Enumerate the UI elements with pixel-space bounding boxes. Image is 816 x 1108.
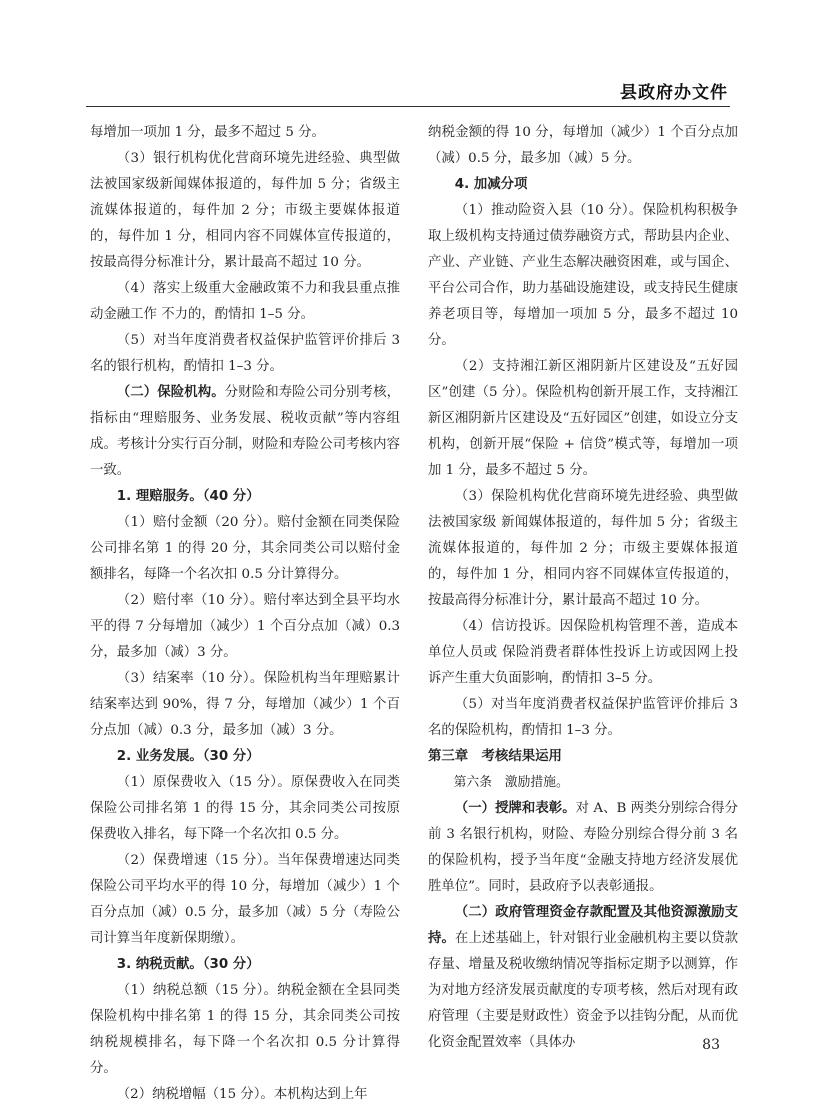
paragraph: （3）结案率（10 分）。保险机构当年理赔累计结案率达到 90%，得 7 分，每增加（减少）1 个百分点加（减）0.3 分，最多加（减）3 分。 [90, 671, 400, 738]
paragraph: （4）落实上级重大金融政策不力和我县重点推动金融工作 不力的，酌情扣 1–5 分。 [90, 281, 400, 322]
paragraph: （2）赔付率（10 分）。赔付率达到全县平均水平的得 7 分每增加（减少）1 个百分点加（减）0.3 分，最多加（减）3 分。 [90, 593, 400, 660]
right-column [428, 120, 738, 1056]
paragraph: （1）原保费收入（15 分）。原保费收入在同类保险公司排名第 1 的得 15 分，其余同类公司按原保费收入排名，每下降一个名次扣 0.5 分。 [90, 775, 400, 842]
paragraph [428, 796, 738, 900]
paragraph: （5）对当年度消费者权益保护监管评价排后 3 名的保险机构，酌情扣 1–3 分。 [428, 697, 738, 738]
paragraph [90, 380, 400, 484]
subsection-heading: 4. 加减分项 [454, 177, 528, 192]
paragraph: 每增加一项加 1 分，最多不超过 5 分。 [90, 125, 325, 140]
paragraph: （2）保费增速（15 分）。当年保费增速达同类保险公司平均水平的得 10 分，每增加（减少）1 个百分点加（减）0.5 分，最多加（减）5 分（寿险公司计算当年度新保期缴）。 [90, 853, 400, 946]
section-heading: （一）授牌和表彰。 [454, 801, 576, 816]
paragraph: （3）保险机构优化营商环境先进经验、典型做法被国家级 新闻媒体报道的，每件加 5 分；省级主流媒体报道的，每件加 2 分；市级主要媒体报道的，每件加 1 分，相同内容不同媒体宣传报道的，按最高得分标准计分，累计最高不超过 10 分。 [428, 489, 738, 608]
paragraph-text: 对 A、B 两类分别综合得分前 3 名银行机构，财险、寿险分别综合得分前 3 名的保险机构，授予当年度“金融支持地方经济发展优胜单位”。同时，县政府予以表彰通报。 [428, 801, 738, 894]
paragraph: （1）推动险资入县（10 分）。保险机构积极争取上级机构支持通过债券融资方式，帮助县内企业、产业、产业链、产业生态解决融资困难，或与国企、平台公司合作，助力基础设施建设，或支持民生健康养老项目等，每增加一项加 5 分，最多不超过 10 分。 [428, 203, 738, 348]
article-heading: 第六条 激励措施。 [453, 775, 569, 790]
paragraph-text: 分财险和寿险公司分别考核，指标由“理赔服务、业务发展、税收贡献”等内容组成。考核计分实行百分制，财险和寿险公司考核内容一致。 [90, 385, 401, 478]
paragraph: 纳税金额的得 10 分，每增加（减少）1 个百分点加（减）0.5 分，最多加（减）5 分。 [428, 125, 738, 166]
paragraph [428, 900, 738, 1056]
page-number: 83 [702, 1037, 720, 1053]
paragraph: （2）纳税增幅（15 分）。本机构达到上年 [116, 1087, 368, 1102]
paragraph: （4）信访投诉。因保险机构管理不善，造成本单位人员或 保险消费者群体性投诉上访或因网上投诉产生重大负面影响，酌情扣 3–5 分。 [428, 619, 738, 686]
subsection-heading: 1. 理赔服务。（40 分） [116, 489, 260, 504]
paragraph: （1）赔付金额（20 分）。赔付金额在同类保险公司排名第 1 的得 20 分，其余同类公司以赔付金额排名，每降一个名次扣 0.5 分计算得分。 [90, 515, 400, 582]
paragraph: （1）纳税总额（15 分）。纳税金额在全县同类保险机构中排名第 1 的得 15 分，其余同类公司按纳税规模排名，每下降一个名次扣 0.5 分计算得分。 [90, 983, 400, 1076]
left-column [90, 120, 400, 1108]
subsection-heading: 3. 纳税贡献。（30 分） [116, 957, 260, 972]
paragraph: （5）对当年度消费者权益保护监管评价排后 3 名的银行机构，酌情扣 1–3 分。 [90, 333, 400, 374]
subsection-heading: 2. 业务发展。（30 分） [116, 749, 260, 764]
section-heading: （二）政府管理资金存款配置及其他资源激励支持。 [428, 905, 738, 946]
paragraph: （2）支持湘江新区湘阴新片区建设及“五好园区”创建（5 分）。保险机构创新开展工作，支持湘江新区湘阴新片区建设及“五好园区”创建，如设立分支机构，创新开展“保险 + 信贷”模式等，每增加一项加 1 分，最多不超过 5 分。 [428, 359, 738, 478]
header-title: 县政府办文件 [620, 83, 728, 103]
paragraph: （3）银行机构优化营商环境先进经验、典型做法被国家级新闻媒体报道的，每件加 5 分；省级主流媒体报道的，每件加 2 分；市级主要媒体报道的，每件加 1 分，相同内容不同媒体宣传报道的，按最高得分标准计分，累计最高不超过 10 分。 [90, 151, 400, 270]
paragraph-text: 在上述基础上，针对银行业金融机构主要以贷款存量、增量及税收缴纳情况等指标定期予以测算，作为对地方经济发展贡献度的专项考核，然后对现有政府管理（主要是财政性）资金予以挂钩分配，从而优化资金配置效率（具体办 [428, 931, 739, 1050]
chapter-heading: 第三章 考核结果运用 [428, 749, 562, 764]
section-heading: （二）保险机构。 [116, 385, 225, 400]
header-rule [86, 106, 730, 107]
